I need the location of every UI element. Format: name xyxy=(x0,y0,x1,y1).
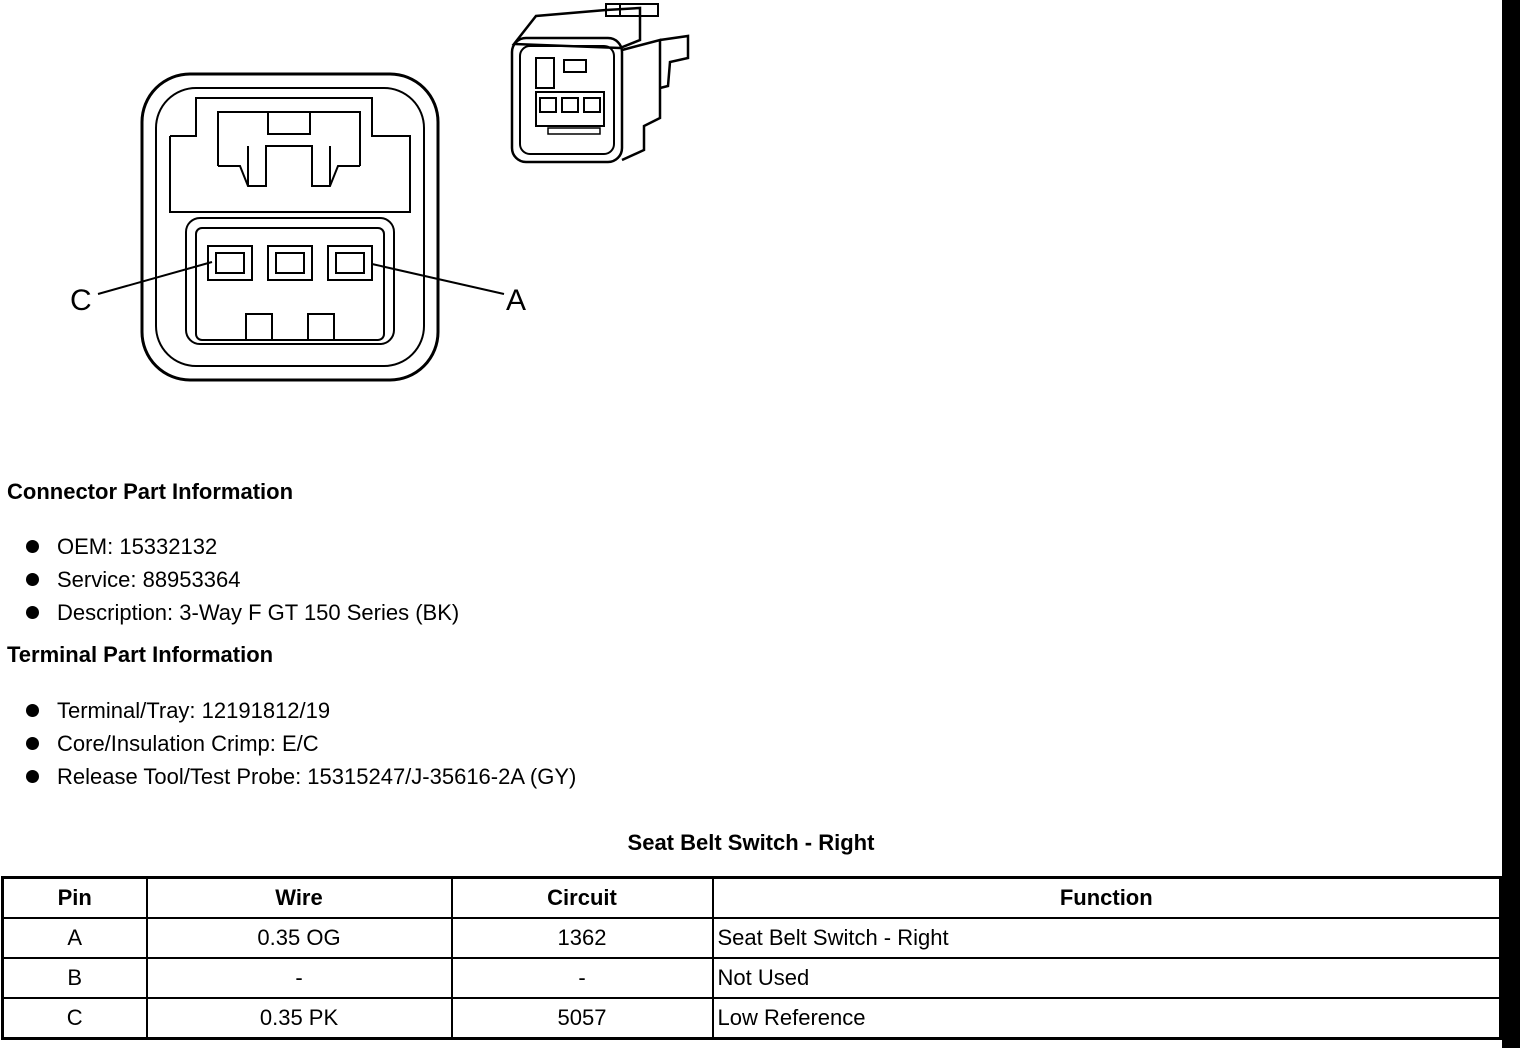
function-cell: Seat Belt Switch - Right xyxy=(713,918,1501,958)
pin-cell: C xyxy=(3,998,147,1039)
connector-diagram xyxy=(0,0,720,400)
circuit-cell: 1362 xyxy=(452,918,713,958)
list-item-text: Service: 88953364 xyxy=(57,567,241,592)
column-header-wire: Wire xyxy=(147,878,452,919)
function-cell: Low Reference xyxy=(713,998,1501,1039)
terminal-info-heading: Terminal Part Information xyxy=(7,642,274,667)
function-cell: Not Used xyxy=(713,958,1501,998)
table-header-row xyxy=(3,878,1501,919)
bullet-icon xyxy=(26,573,39,586)
wire-cell: - xyxy=(147,958,452,998)
connector-face-drawing xyxy=(98,74,504,380)
table-row xyxy=(3,918,1501,958)
table-row xyxy=(3,998,1501,1039)
wire-cell: 0.35 OG xyxy=(147,918,452,958)
column-header-function: Function xyxy=(713,878,1501,919)
connector-info-list xyxy=(0,530,459,629)
list-item xyxy=(0,727,576,760)
list-item-text: Release Tool/Test Probe: 15315247/J-35616-2A (GY) xyxy=(57,764,577,789)
list-item-text: Description: 3-Way F GT 150 Series (BK) xyxy=(57,600,460,625)
bullet-icon xyxy=(26,770,39,783)
bullet-icon xyxy=(26,704,39,717)
pin-c-label: C xyxy=(70,284,92,317)
bullet-icon xyxy=(26,737,39,750)
terminal-info-list xyxy=(0,694,576,793)
list-item xyxy=(0,694,576,727)
column-header-circuit: Circuit xyxy=(452,878,713,919)
list-item xyxy=(0,530,459,563)
list-item-text: OEM: 15332132 xyxy=(57,534,218,559)
wire-cell: 0.35 PK xyxy=(147,998,452,1039)
table-title: Seat Belt Switch - Right xyxy=(627,830,875,855)
bullet-icon xyxy=(26,540,39,553)
connector-iso-drawing xyxy=(512,4,688,162)
pin-a-label: A xyxy=(506,284,527,317)
pin-table xyxy=(1,876,1502,1040)
list-item-text: Terminal/Tray: 12191812/19 xyxy=(57,698,331,723)
list-item xyxy=(0,596,459,629)
connector-info-heading: Connector Part Information xyxy=(7,479,294,504)
list-item-text: Core/Insulation Crimp: E/C xyxy=(57,731,319,756)
pin-cell: B xyxy=(3,958,147,998)
bullet-icon xyxy=(26,606,39,619)
pin-cell: A xyxy=(3,918,147,958)
column-header-pin: Pin xyxy=(3,878,147,919)
circuit-cell: 5057 xyxy=(452,998,713,1039)
page-edge-bar xyxy=(1502,0,1520,1048)
table-row xyxy=(3,958,1501,998)
circuit-cell: - xyxy=(452,958,713,998)
list-item xyxy=(0,563,459,596)
list-item xyxy=(0,760,576,793)
